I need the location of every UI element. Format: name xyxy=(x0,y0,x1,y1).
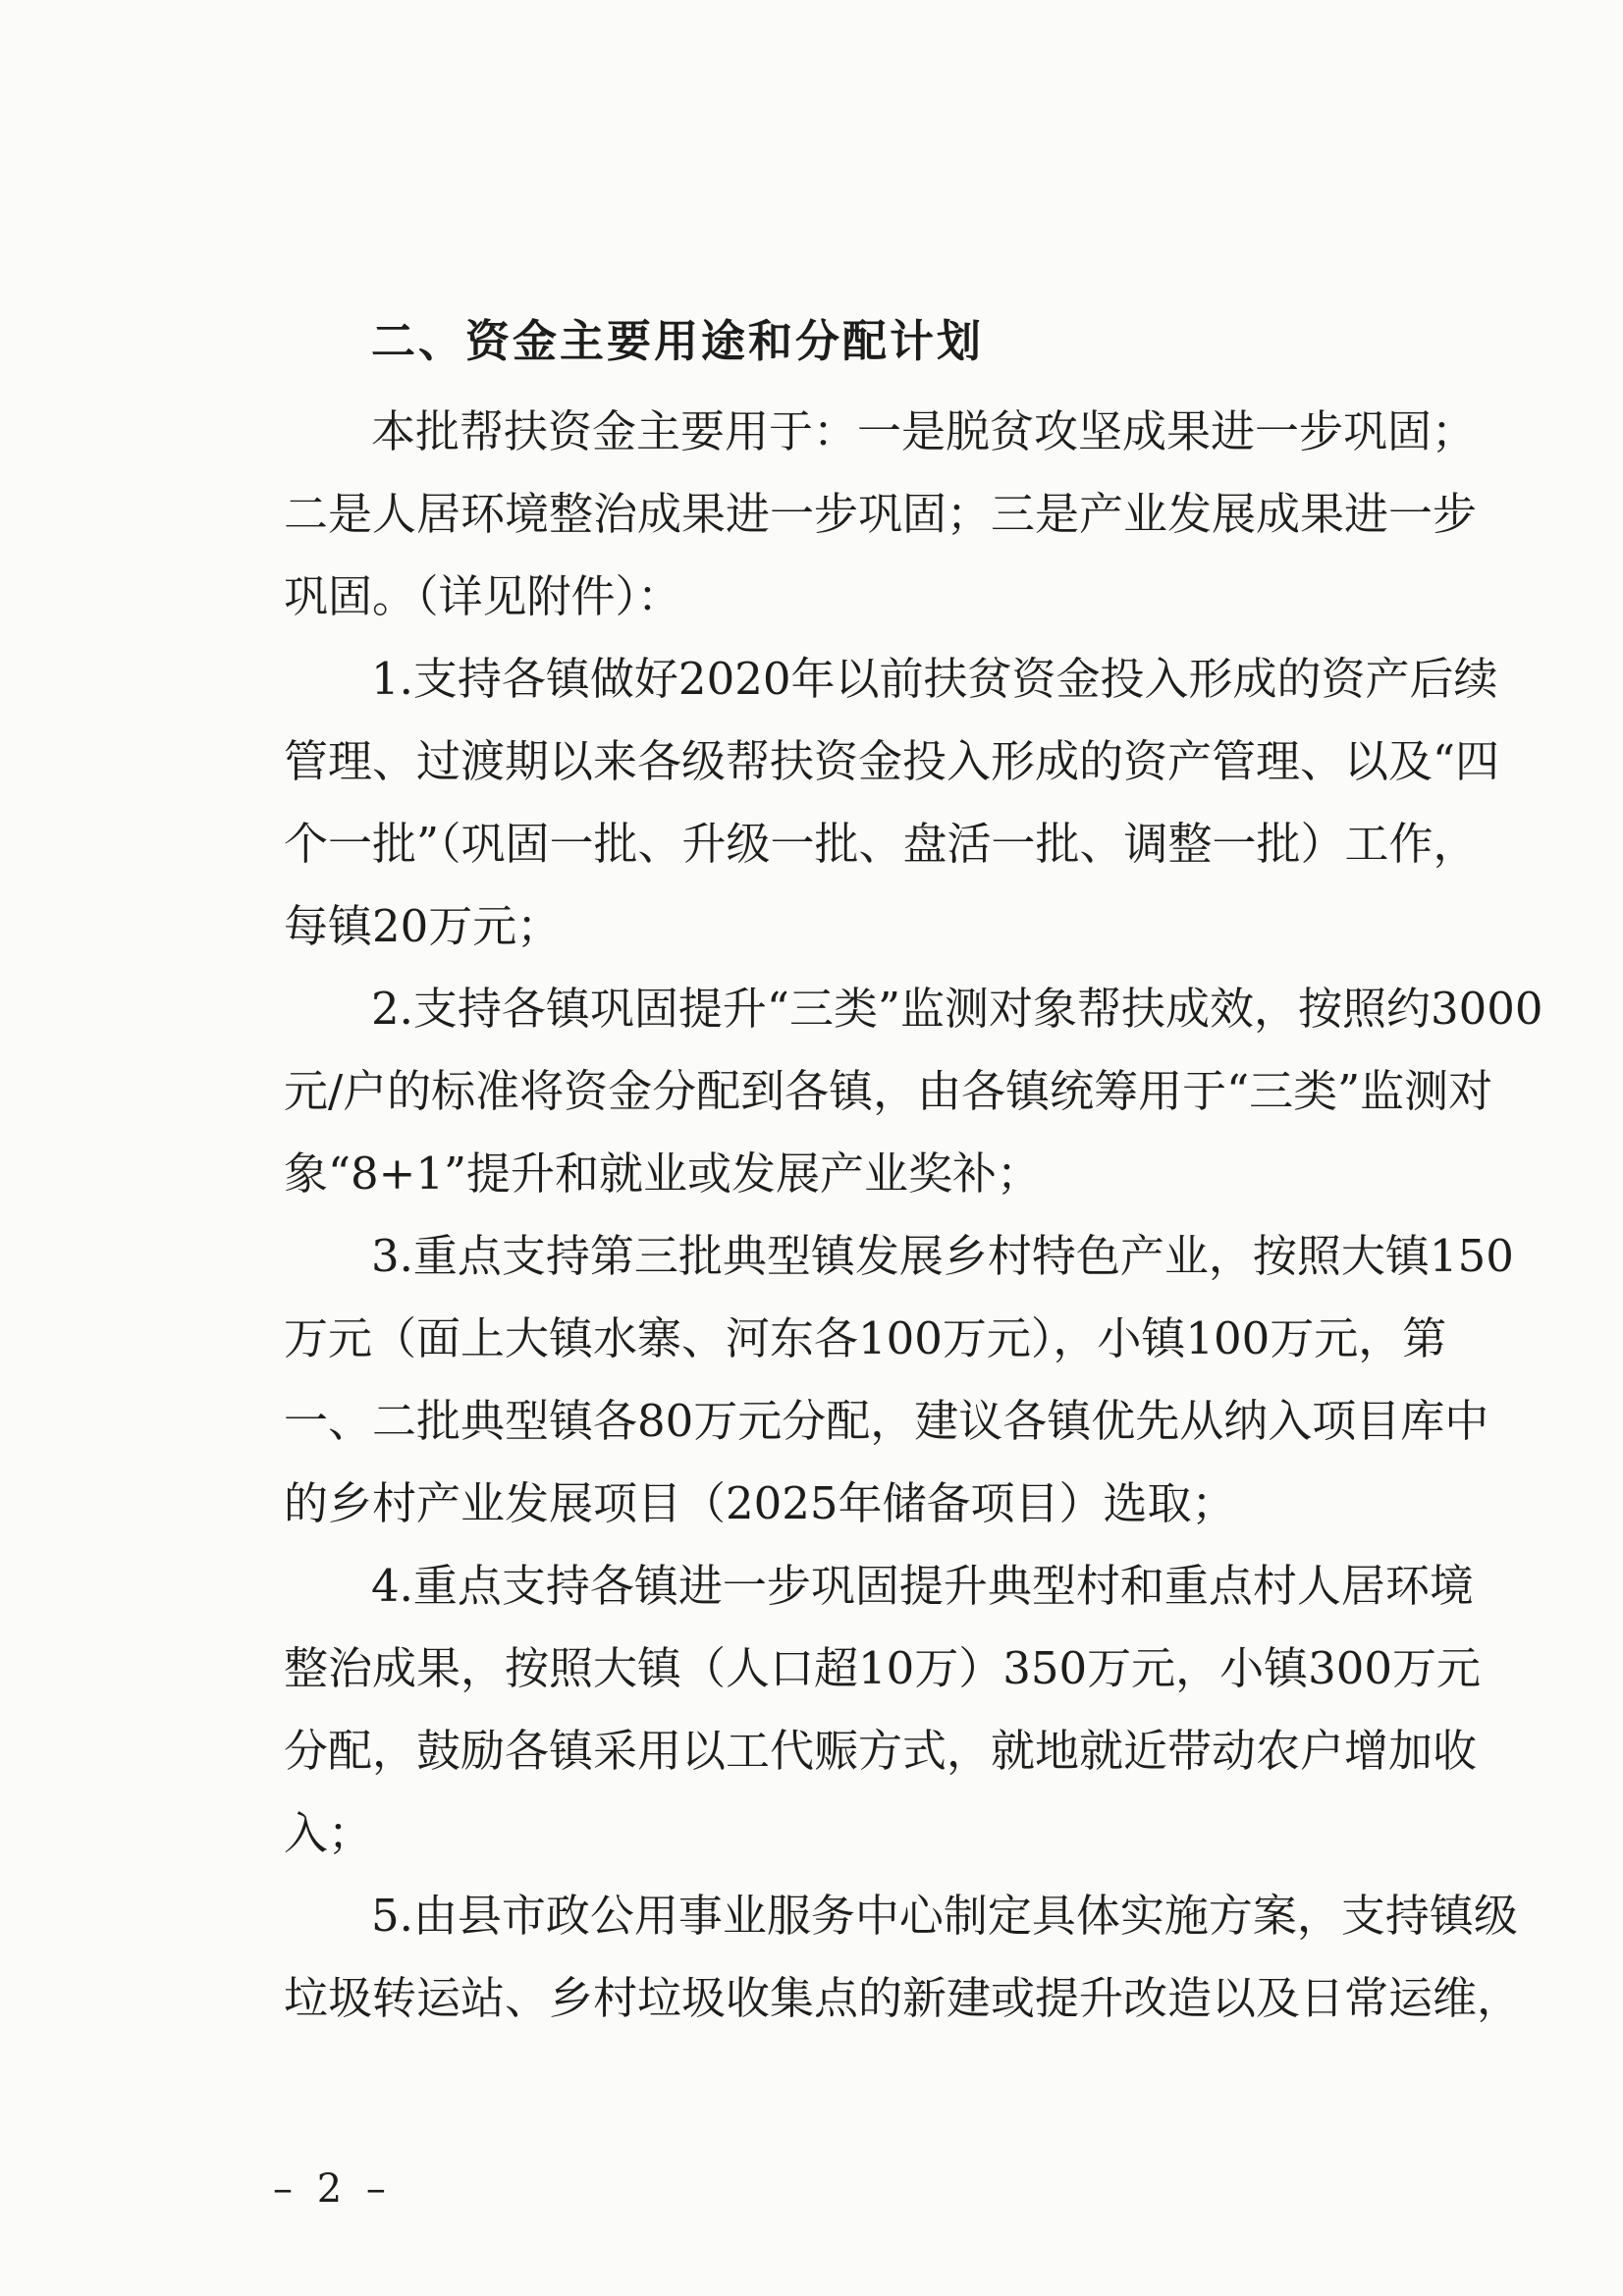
paragraph-line: 巩固。（详见附件）： xyxy=(284,570,682,622)
paragraph-line: 本批帮扶资金主要用于：一是脱贫攻坚成果进一步巩固； xyxy=(371,405,1477,457)
paragraph-line: 象“8+1”提升和就业或发展产业奖补； xyxy=(284,1148,1041,1200)
paragraph-line: 整治成果，按照大镇（人口超10万）350万元，小镇300万元 xyxy=(284,1642,1482,1694)
paragraph-line: 分配，鼓励各镇采用以工代赈方式，就地就近带动农户增加收 xyxy=(284,1725,1478,1777)
paragraph-line: 每镇20万元； xyxy=(284,900,562,952)
paragraph-line: 管理、过渡期以来各级帮扶资金投入形成的资产管理、以及“四 xyxy=(284,735,1500,787)
page-number: – 2 – xyxy=(273,2166,392,2212)
paragraph-line: 万元（面上大镇水寨、河东各100万元），小镇100万元，第 xyxy=(284,1312,1447,1364)
paragraph-line: 一、二批典型镇各80万元分配，建议各镇优先从纳入项目库中 xyxy=(284,1395,1489,1447)
paragraph-line: 的乡村产业发展项目（2025年储备项目）选取； xyxy=(284,1477,1236,1529)
paragraph-line: 3.重点支持第三批典型镇发展乡村特色产业，按照大镇150 xyxy=(371,1230,1514,1282)
paragraph-line: 二是人居环境整治成果进一步巩固；三是产业发展成果进一步 xyxy=(284,488,1478,540)
paragraph-line: 元/户的标准将资金分配到各镇，由各镇统筹用于“三类”监测对 xyxy=(284,1065,1493,1117)
paragraph-line: 5.由县市政公用事业服务中心制定具体实施方案，支持镇级 xyxy=(371,1890,1518,1942)
section-heading: 二、资金主要用途和分配计划 xyxy=(371,315,985,367)
paragraph-line: 垃圾转运站、乡村垃圾收集点的新建或提升改造以及日常运维， xyxy=(284,1972,1522,2024)
paragraph-line: 入； xyxy=(284,1807,373,1859)
paragraph-line: 个一批”（巩固一批、升级一批、盘活一批、调整一批）工作， xyxy=(284,818,1478,870)
paragraph-line: 2.支持各镇巩固提升“三类”监测对象帮扶成效，按照约3000 xyxy=(371,983,1543,1035)
paragraph-line: 1.支持各镇做好2020年以前扶贫资金投入形成的资产后续 xyxy=(371,653,1498,705)
paragraph-line: 4.重点支持各镇进一步巩固提升典型村和重点村人居环境 xyxy=(371,1560,1474,1612)
